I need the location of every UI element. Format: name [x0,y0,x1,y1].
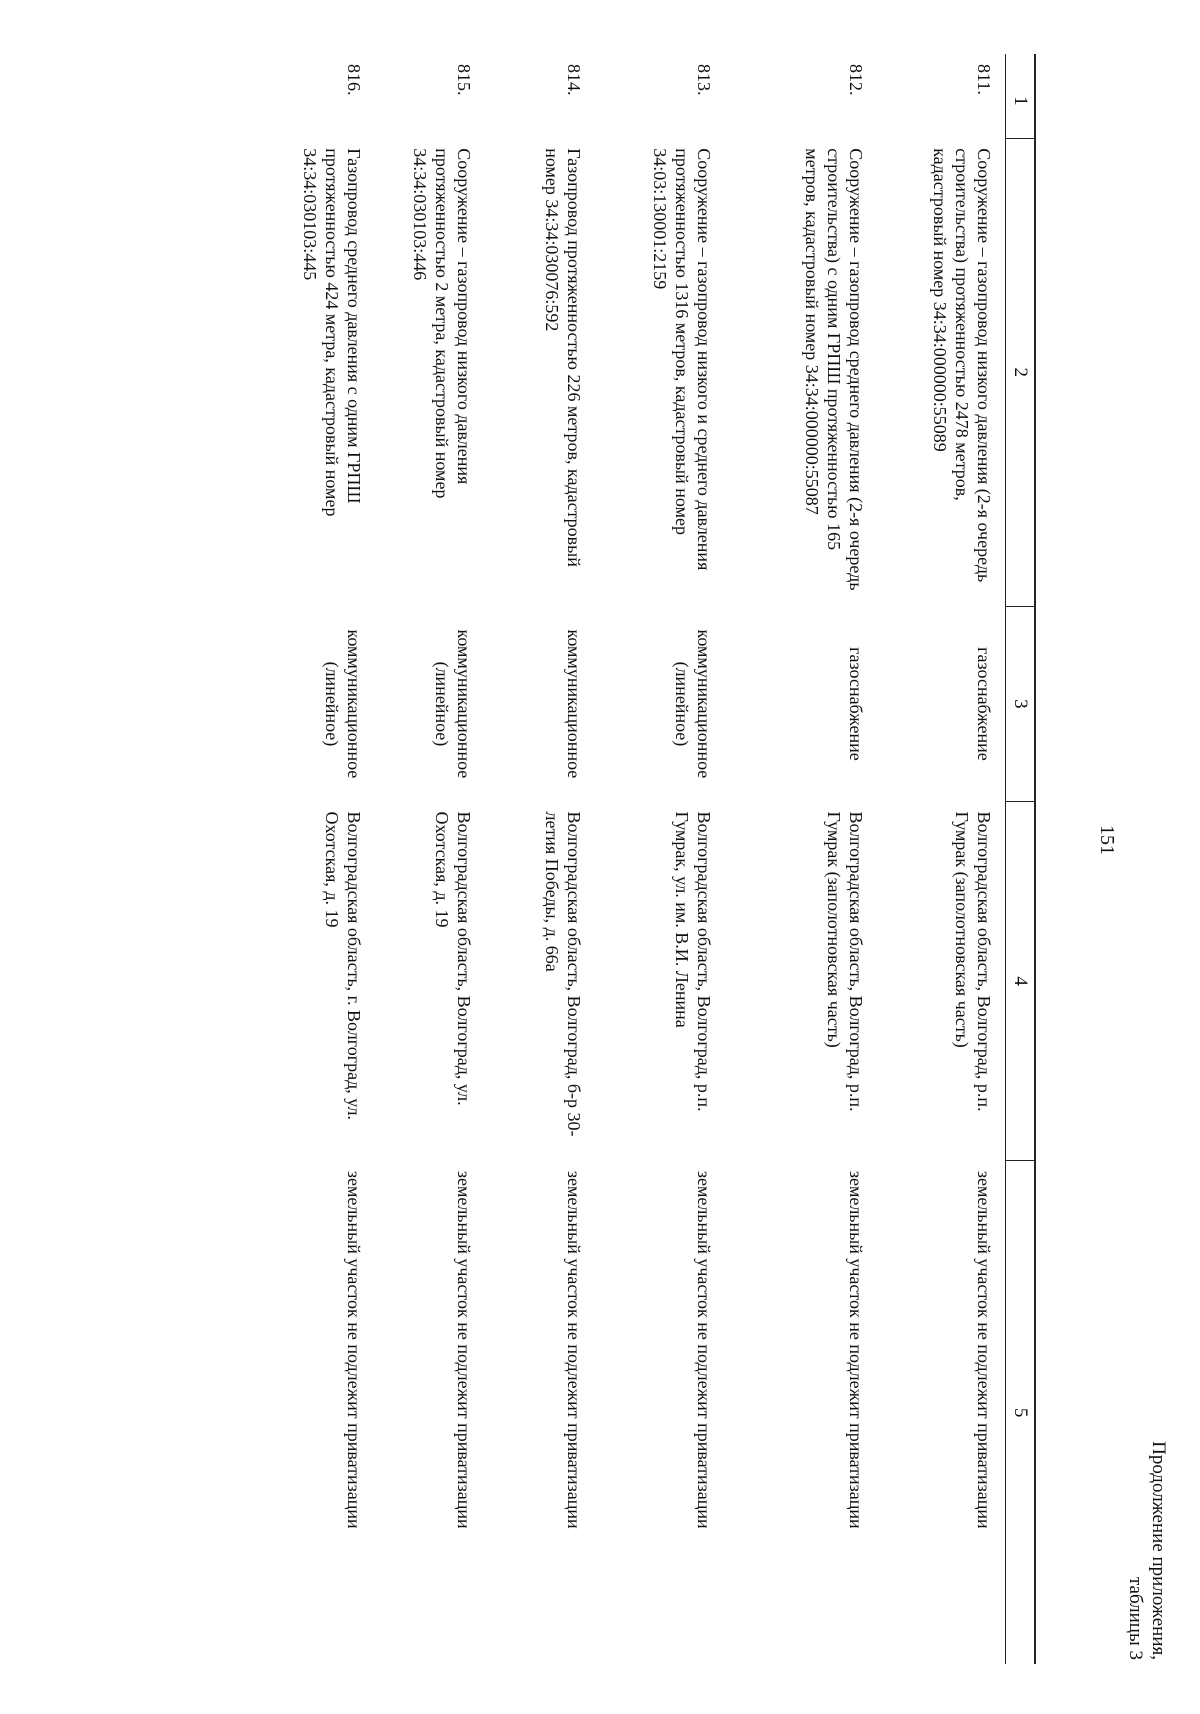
object-description: Газопровод протяженностью 226 метров, кадастровый номер 34:34:030076:592 [542,148,585,567]
column-header-2: 2 [1006,138,1036,606]
object-address: Волгоградская область, Волгоград, ул. Охотская, д. 19 [432,811,475,1106]
object-purpose: коммуникационное (линейное) [322,629,365,779]
object-note: земельный участок не подлежит приватизации [344,1170,365,1529]
property-registry-table [266,54,1037,1664]
object-note: земельный участок не подлежит приватизации [974,1170,994,1529]
table-row [486,54,596,1664]
object-note: земельный участок не подлежит приватизации [564,1170,585,1529]
object-note: земельный участок не подлежит приватизации [846,1170,867,1529]
object-address: Волгоградская область, Волгоград, б-р 30-летия Победы, д. 66а [542,811,585,1137]
object-description: Газопровод среднего давления с одним ГРПШ протяженностью 424 метра, кадастровый номер 34:34:030103:445 [300,148,365,517]
table-row [596,54,726,1664]
object-description: Сооружение – газопровод среднего давления (2-я очередь строительства) с одним ГРПШ протяженностью 165 метров, кадастровый номер 34:34:000000:55087 [802,148,867,591]
object-description: Сооружение – газопровод низкого и среднего давления протяженностью 1316 метров, кадастровый номер 34:03:130001:2159 [650,148,715,571]
object-address: Волгоградская область, Волгоград, р.п. Гумрак (заполотновская часть) [824,811,867,1112]
object-note: земельный участок не подлежит приватизации [694,1170,715,1529]
page-number: 151 [1096,825,1118,855]
object-description: Сооружение – газопровод низкого давления (2-я очередь строительства) протяженностью 2478 метров, кадастровый номер 34:34:000000:55089 [930,148,994,583]
object-purpose: коммуникационное [564,629,585,779]
object-note: земельный участок не подлежит приватизации [454,1170,475,1529]
row-number: 816. [344,64,365,96]
column-header-3: 3 [1006,606,1036,801]
row-number: 814. [564,64,585,96]
object-purpose: газоснабжение [846,647,867,761]
row-number: 811. [974,64,994,95]
row-number: 812. [846,64,867,96]
object-purpose: коммуникационное (линейное) [672,629,715,779]
column-header-4: 4 [1006,801,1036,1160]
note-line-2: таблицы 3 [1125,1577,1146,1660]
note-line-1: Продолжение приложения, [1148,1441,1169,1660]
object-address: Волгоградская область, г. Волгоград, ул. Охотская, д. 19 [322,811,365,1120]
object-address: Волгоградская область, Волгоград, р.п. Гумрак, ул. им. В.И. Ленина [672,811,715,1112]
object-purpose: коммуникационное (линейное) [432,629,475,779]
row-number: 815. [454,64,475,96]
object-description: Сооружение – газопровод низкого давления протяженностью 2 метра, кадастровый номер 34:34:030103:446 [410,148,475,499]
object-address: Волгоградская область, Волгоград, р.п. Гумрак (заполотновская часть) [952,811,994,1112]
table-row [376,54,486,1664]
column-header-5: 5 [1006,1161,1036,1664]
table-row [878,54,1006,1664]
row-number: 813. [694,64,715,96]
column-number-header-row [1006,54,1036,1664]
table-row [726,54,878,1664]
table-row [266,54,376,1664]
object-purpose: газоснабжение [974,647,994,761]
appendix-continuation-note [1124,40,1170,1660]
column-header-1: 1 [1006,54,1036,138]
